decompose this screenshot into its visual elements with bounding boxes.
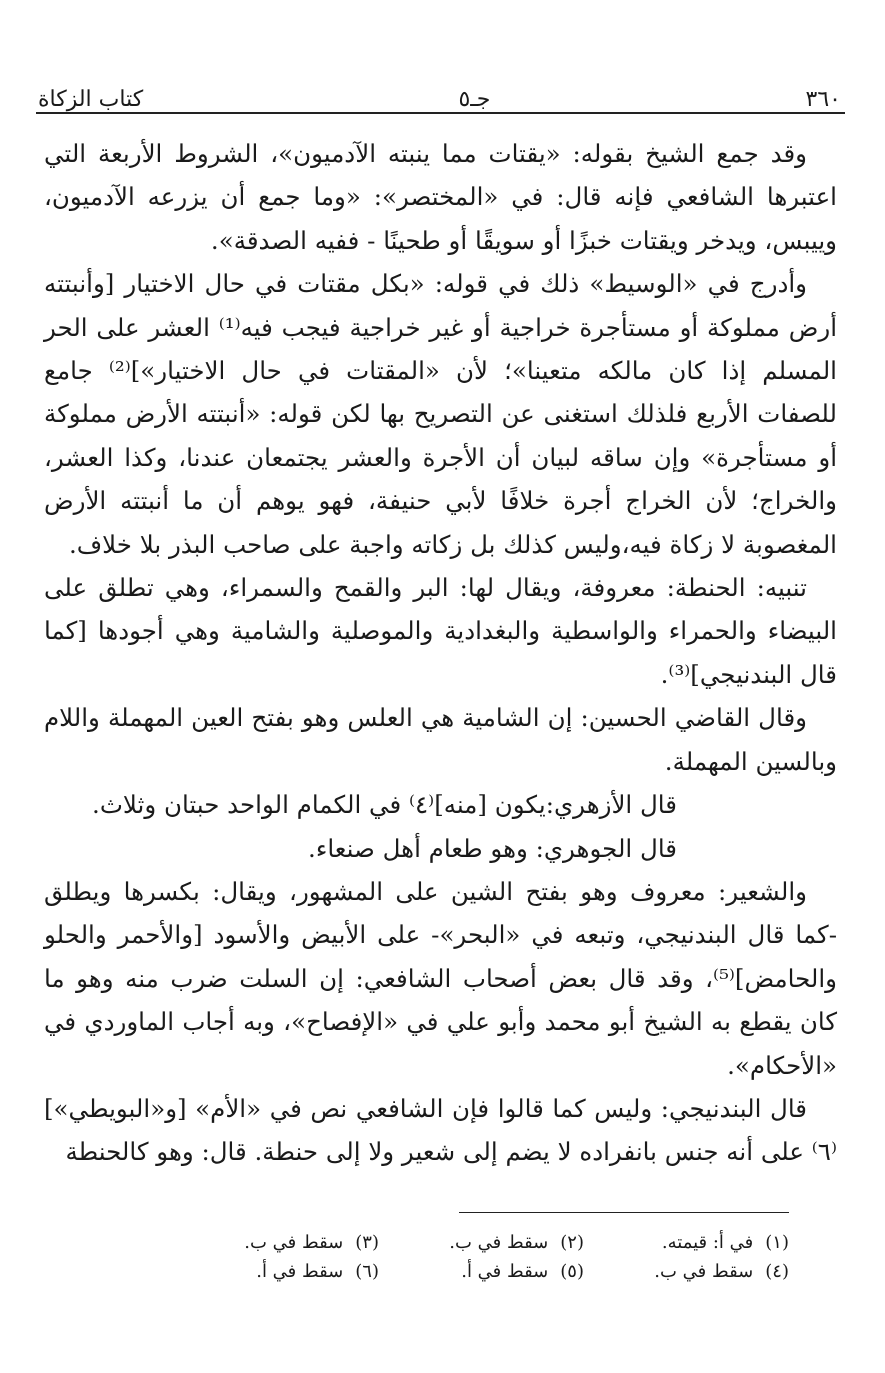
volume-label: جـ٥ [458, 87, 491, 112]
footnotes [150, 1228, 789, 1286]
footnote-number: (٢) [560, 1232, 584, 1253]
footnote-text: في أ: قيمته. [661, 1232, 754, 1253]
footnote-item [379, 1257, 584, 1286]
book-title: كتاب الزكاة [38, 87, 144, 112]
header-rule [36, 112, 845, 114]
footnote-item [584, 1228, 789, 1257]
footnote-number: (٥) [560, 1261, 584, 1282]
footnote-text: سقط في أ. [256, 1261, 344, 1282]
paragraph-5: قال الأزهري:يكون [منه]⁽٤⁾ في الكمام الواحد حبتان وثلاث. [92, 790, 677, 820]
footnote-text: سقط في ب. [654, 1261, 754, 1282]
running-header [38, 72, 841, 112]
paragraph-3: تنبيه: الحنطة: معروفة، ويقال لها: البر والقمح والسمراء، وهي تطلق على البيضاء والحمراء والواسطية والبغدادية والموصلية والشامية وهي أجودها [كما قال البندنيجي]⁽³⁾. [44, 573, 837, 689]
paragraph-6: قال الجوهري: وهو طعام أهل صنعاء. [308, 833, 677, 863]
footnote-rule [459, 1212, 789, 1213]
paragraph-8: قال البندنيجي: وليس كما قالوا فإن الشافعي نص في «الأم» [و«البويطي»]⁽٦⁾ على أنه جنس بانفراده لا يضم إلى شعير ولا إلى حنطة. قال: وهو كالحنطة [44, 1093, 837, 1167]
footnote-row [150, 1257, 789, 1286]
footnote-number: (٦) [355, 1261, 379, 1282]
footnote-item [174, 1257, 379, 1286]
footnote-item [379, 1228, 584, 1257]
footnote-text: سقط في أ. [461, 1261, 549, 1282]
paragraph-4: وقال القاضي الحسين: إن الشامية هي العلس وهو بفتح العين المهملة واللام وبالسين المهملة. [44, 703, 837, 776]
footnote-row [150, 1228, 789, 1257]
paragraph-1: وقد جمع الشيخ بقوله: «يقتات مما ينبته الآدميون»، الشروط الأربعة التي اعتبرها الشافعي فإنه قال: في «المختصر»: «وما جمع أن يزرعه الآدميون، وييبس، ويدخر ويقتات خبزًا أو سويقًا أو طحينًا - ففيه الصدقة». [44, 139, 837, 255]
footnote-text: سقط في ب. [449, 1232, 549, 1253]
paragraph-7: والشعير: معروف وهو بفتح الشين على المشهور، ويقال: بكسرها ويطلق -كما قال البندنيجي، وتبعه في «البحر»- على الأبيض والأسود [والأحمر والحلو والحامض]⁽⁵⁾، وقد قال بعض أصحاب الشافعي: إن السلت ضرب منه وهو ما كان يقطع به الشيخ أبو محمد وأبو علي في «الإفصاح»، وبه أجاب الماوردي في «الأحكام». [44, 876, 837, 1080]
footnote-number: (١) [765, 1232, 789, 1253]
footnote-text: سقط في ب. [244, 1232, 344, 1253]
footnote-item [174, 1228, 379, 1257]
paragraph-2: وأدرج في «الوسيط» ذلك في قوله: «بكل مقتات في حال الاختيار [وأنبتته أرض مملوكة أو مستأجرة خراجية أو غير خراجية فيجب فيه⁽¹⁾ العشر على الحر المسلم إذا كان مالكه متعينا»؛ لأن «المقتات في حال الاختيار»]⁽²⁾ جامع للصفات الأربع فلذلك استغنى عن التصريح بها لكن قوله: «أنبتته الأرض مملوكة أو مستأجرة» وإن ساقه لبيان أن الأجرة والعشر يجتمعان عندنا، وكذا العشر، والخراج؛ لأن الخراج أجرة خلافًا لأبي حنيفة، فهو يوهم أن ما أنبتته الأرض المغصوبة لا زكاة فيه،وليس كذلك بل زكاته واجبة على صاحب البذر بلا خلاف. [44, 269, 837, 559]
footnote-item [584, 1257, 789, 1286]
main-text [44, 132, 837, 1174]
footnote-number: (٤) [765, 1261, 789, 1282]
page-number: ٣٦٠ [805, 87, 841, 112]
footnote-number: (٣) [355, 1232, 379, 1253]
